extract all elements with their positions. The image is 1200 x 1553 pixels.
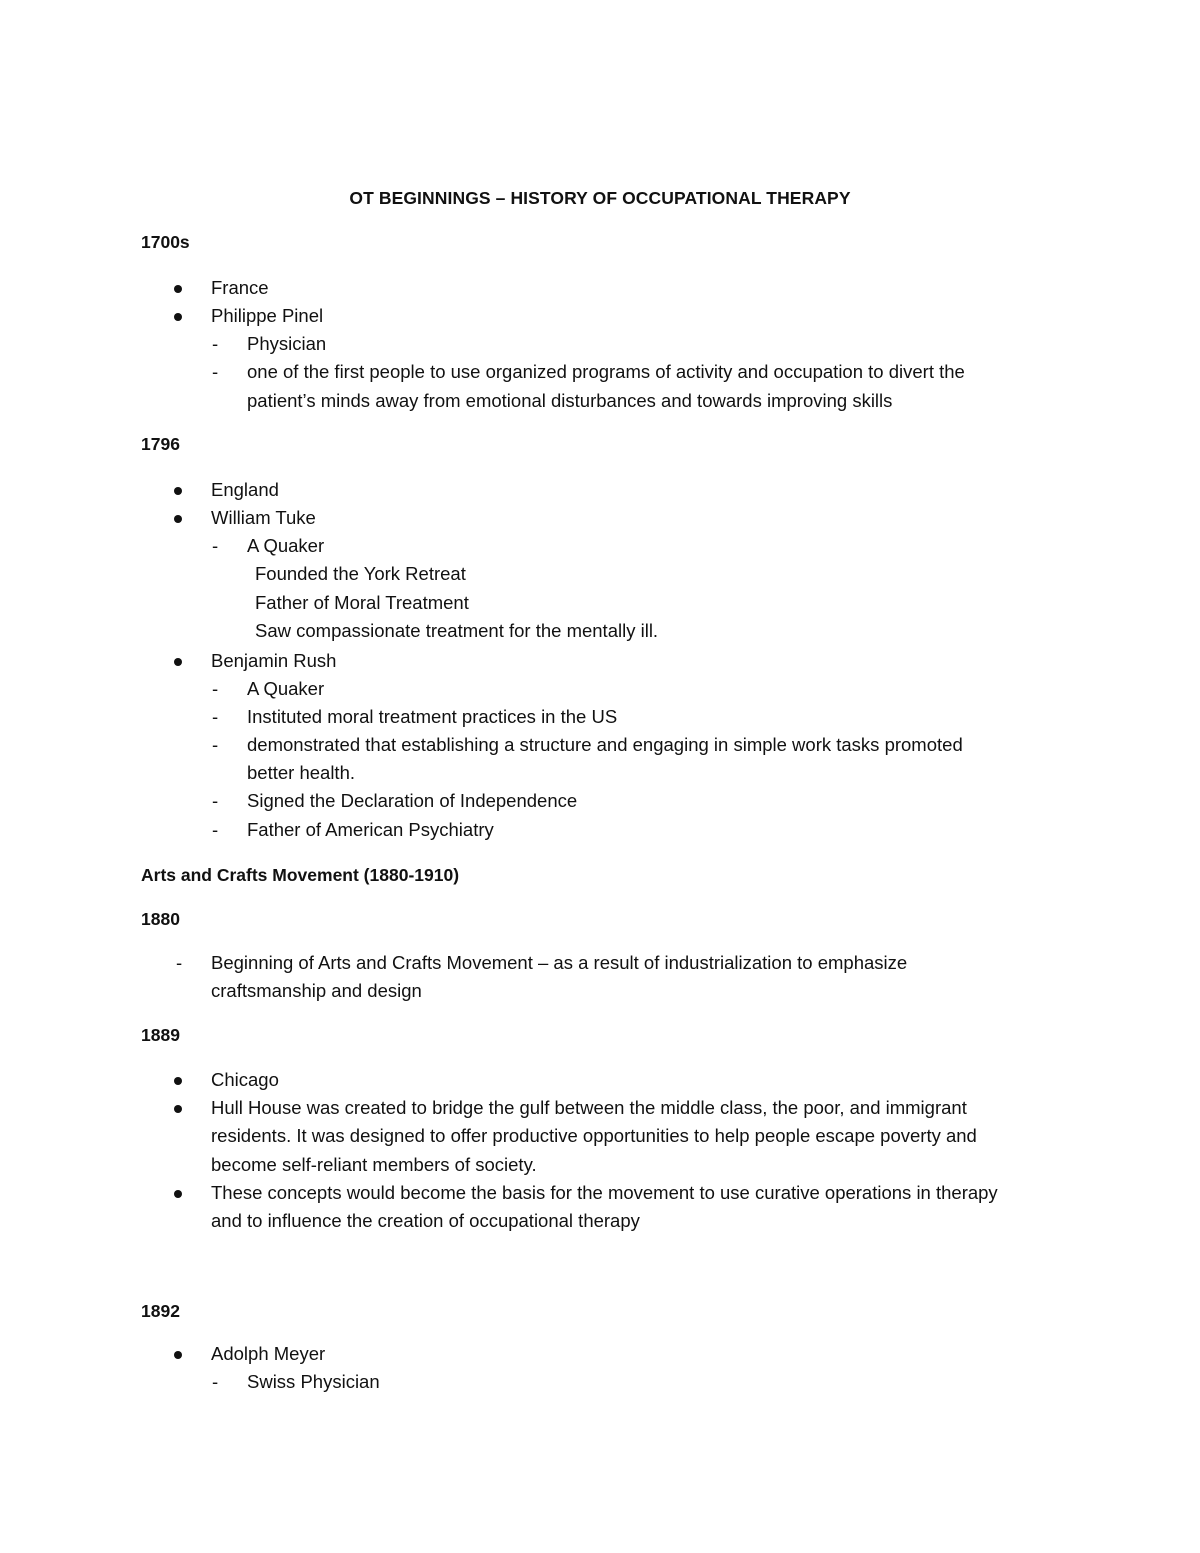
sub-list-item: A Quaker [247,535,325,556]
dash-icon: - [212,734,219,755]
sub-list-item: demonstrated that establishing a structure and engaging in simple work tasks promoted [247,734,963,755]
section-heading-1700s: 1700s [141,232,190,252]
sub-list-item: Founded the York Retreat [255,563,466,584]
list-item: Chicago [211,1069,279,1090]
dash-icon: - [212,1371,219,1392]
list-item-continuation: become self-reliant members of society. [211,1154,537,1175]
document-title: OT BEGINNINGS – HISTORY OF OCCUPATIONAL THERAPY [349,188,851,208]
sub-list-item: Father of American Psychiatry [247,819,494,840]
dash-icon: - [212,678,219,699]
bullet-icon [174,313,182,321]
sub-list-item: A Quaker [247,678,325,699]
list-item: Philippe Pinel [211,305,324,326]
dash-icon: - [212,333,219,354]
sub-list-item: Father of Moral Treatment [255,592,469,613]
bullet-icon [174,1077,182,1085]
sub-list-item: Signed the Declaration of Independence [247,790,578,811]
sub-list-item: one of the first people to use organized programs of activity and occupation to divert the [247,361,965,382]
dash-icon: - [212,361,219,382]
list-item: Adolph Meyer [211,1343,326,1364]
list-item: Benjamin Rush [211,650,337,671]
list-item: These concepts would become the basis for the movement to use curative operations in therapy [211,1182,998,1203]
bullet-icon [174,487,182,495]
dash-icon: - [212,535,219,556]
dash-icon: - [176,952,183,973]
dash-icon: - [212,819,219,840]
bullet-icon [174,658,182,666]
sub-list-item: Saw compassionate treatment for the mentally ill. [255,620,659,641]
bullet-icon [174,1105,182,1113]
sub-list-item: Swiss Physician [247,1371,380,1392]
section-heading-1889: 1889 [141,1025,180,1045]
dash-icon: - [212,790,219,811]
bullet-icon [174,1351,182,1359]
list-item: England [211,479,279,500]
sub-list-item: Instituted moral treatment practices in the US [247,706,618,727]
sub-list-item-continuation: patient’s minds away from emotional disturbances and towards improving skills [247,390,893,411]
bullet-icon [174,515,182,523]
section-heading-1796: 1796 [141,434,180,454]
bullet-icon [174,1190,182,1198]
list-item: France [211,277,269,298]
section-heading-arts-crafts: Arts and Crafts Movement (1880-1910) [141,865,460,885]
list-item: Hull House was created to bridge the gulf between the middle class, the poor, and immigrant [211,1097,967,1118]
list-item: Beginning of Arts and Crafts Movement – as a result of industrialization to emphasize [211,952,908,973]
section-heading-1880: 1880 [141,909,180,929]
list-item: William Tuke [211,507,316,528]
sub-list-item-continuation: better health. [247,762,355,783]
list-item-continuation: residents. It was designed to offer productive opportunities to help people escape poverty and [211,1125,977,1146]
bullet-icon [174,285,182,293]
sub-list-item: Physician [247,333,327,354]
list-item-continuation: craftsmanship and design [211,980,422,1001]
section-heading-1892: 1892 [141,1301,180,1321]
list-item-continuation: and to influence the creation of occupational therapy [211,1210,640,1231]
dash-icon: - [212,706,219,727]
